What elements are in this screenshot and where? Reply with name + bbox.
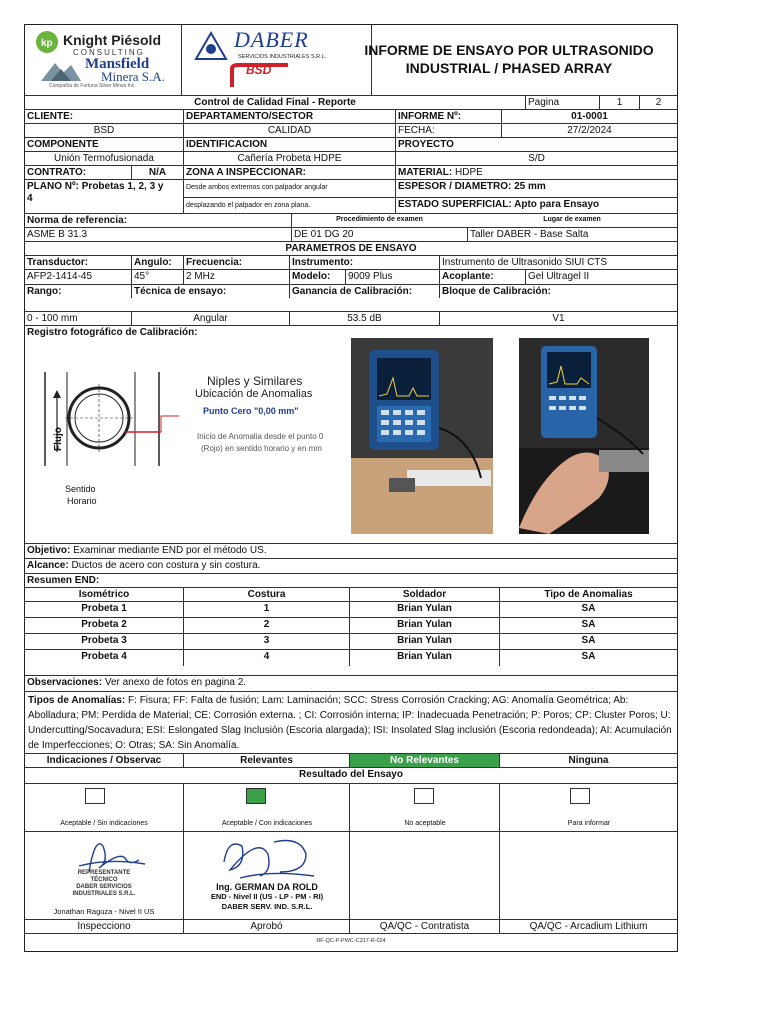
logo1-title: Knight Piésold (63, 32, 161, 48)
logo-block-left (25, 25, 181, 95)
checkbox-aceptable-sin[interactable] (85, 788, 105, 804)
signature-arcadium (499, 832, 677, 920)
tecnica-value: Angular (131, 312, 289, 325)
resumen-header-soldador: Soldador (349, 588, 499, 601)
contrato-label: CONTRATO: (27, 167, 87, 178)
plano-label (25, 180, 183, 213)
resumen-header-isometrico: Isométrico (78, 589, 130, 600)
logo1-sub: CONSULTING (73, 48, 145, 57)
bloque-value: V1 (439, 312, 677, 325)
control-label: Control de Calidad Final - Reporte (194, 97, 356, 108)
row2-soldador: Brian Yulan (349, 618, 499, 633)
fecha-label: FECHA: (395, 124, 501, 137)
logo2-title: Mansfield (85, 56, 150, 72)
alcance-label: Alcance: (27, 560, 69, 571)
componente-label-row (25, 137, 677, 151)
sig1-line1: REPRESENTANTE (77, 870, 131, 876)
resultado-title-row (25, 767, 677, 783)
acoplante-value: Gel Ultragel II (525, 270, 677, 284)
row1-tipo: SA (499, 602, 677, 617)
no-relevantes-header: No Relevantes (349, 754, 499, 767)
checkbox-no-aceptable[interactable] (414, 788, 434, 804)
svg-text:kp: kp (41, 38, 53, 49)
zona-line2: desplazando el palpador en zona plana. (183, 197, 395, 214)
alcance-row (25, 558, 677, 573)
report-sheet (24, 24, 678, 952)
norma-label: Norma de referencia: (27, 215, 128, 226)
params-value-row (25, 269, 677, 297)
indicaciones-header: Indicaciones / Observac (46, 755, 162, 766)
objetivo-text: Examinar mediante END por el método US. (73, 545, 267, 556)
observaciones (25, 676, 677, 691)
photo-section (25, 325, 677, 543)
material-label (395, 166, 677, 179)
depto-value: CALIDAD (183, 124, 395, 137)
sig1-stamp (25, 870, 183, 898)
sig2-line1: Ing. GERMAN DA ROLD (216, 882, 318, 892)
row3-soldador: Brian Yulan (349, 634, 499, 649)
lugar-value: Taller DABER - Base Salta (467, 228, 677, 241)
norma-value: ASME B 31.3 (27, 229, 88, 240)
zona-line1: Desde ambos extremos con palpador angular (183, 180, 395, 197)
objetivo-label: Objetivo: (27, 545, 71, 556)
alcance (25, 559, 677, 573)
cliente-value: BSD (93, 125, 115, 136)
logo2-tag: Compañía de Fortuna Silver Mines Inc. (49, 83, 136, 89)
footer-row (25, 933, 677, 951)
proyecto-value: S/D (395, 152, 677, 165)
option-aceptable-sin[interactable] (25, 784, 183, 831)
contrato-value: N/A (131, 166, 183, 179)
depto-label: DEPARTAMENTO/SECTOR (183, 110, 395, 123)
row3-tipo: SA (499, 634, 677, 649)
informe-label: INFORME Nº: (395, 110, 501, 123)
modelo-value: 9009 Plus (345, 270, 439, 284)
rango-value: 0 - 100 mm (27, 313, 78, 324)
signature-approver (183, 832, 349, 920)
daber-name: DABER (234, 27, 309, 52)
bsd-logo-text: BSD (246, 63, 272, 77)
cliente-value-row (25, 123, 677, 137)
alcance-text: Ductos de acero con costura y sin costura. (71, 560, 261, 571)
objetivo-row (25, 543, 677, 558)
table-row (25, 601, 677, 617)
signature-contratista (349, 832, 499, 920)
observaciones-row (25, 675, 677, 691)
relevantes-header: Relevantes (183, 754, 349, 767)
row3-isometrico: Probeta 3 (81, 635, 127, 646)
informe-value: 01-0001 (501, 110, 677, 123)
norma-label-row (25, 213, 677, 227)
sentido-line2: Horario (67, 496, 97, 506)
pipe-diagram (39, 366, 179, 476)
zona-label: ZONA A INSPECCIONAR: (183, 166, 395, 179)
sig1-line2: TÉCNICO (90, 877, 118, 883)
resumen-label-row (25, 573, 677, 587)
tipos (25, 692, 677, 753)
row1-soldador: Brian Yulan (349, 602, 499, 617)
logo2-sub: Minera S.A. (101, 69, 165, 84)
observaciones-text: Ver anexo de fotos en pagina 2. (104, 677, 247, 688)
instrumento-value: Instrumento de Ultrasonido SIUI CTS (439, 256, 677, 269)
instrumento-label: Instrumento: (289, 256, 439, 269)
resultado-title: Resultado del Ensayo (299, 769, 403, 780)
row4-soldador: Brian Yulan (349, 650, 499, 666)
mansfield-mountain-icon (41, 59, 81, 81)
row2-tipo: SA (499, 618, 677, 633)
signature-inspector (25, 832, 183, 920)
ganancia-value: 53.5 dB (289, 312, 439, 325)
row4-tipo: SA (499, 650, 677, 666)
rango-label: Rango: (25, 284, 131, 298)
role-contratista: QA/QC - Contratista (349, 920, 499, 933)
sig2-line2: END - Nivel II (US - LP - PM - RI) (210, 892, 324, 901)
componente-value-row (25, 151, 677, 165)
objetivo (25, 544, 677, 558)
role-arcadium: QA/QC - Arcadium Lithium (499, 920, 677, 933)
photo-label: Registro fotográfico de Calibración: (27, 327, 198, 338)
material-label-text: MATERIAL: (398, 167, 453, 178)
tipos-row (25, 691, 677, 753)
pagina-total: 2 (639, 96, 677, 109)
identificacion-label: IDENTIFICACION (183, 138, 395, 151)
option-para-informar[interactable] (499, 784, 677, 831)
signatures-row (25, 831, 677, 919)
indicaciones-header-row (25, 753, 677, 767)
frecuencia-label: Frecuencia: (183, 256, 289, 269)
role-inspeccion: Inspecciono (77, 921, 131, 932)
diagram-title2: Ubicación de Anomalias (195, 388, 313, 400)
option-aceptable-con-label: Aceptable / Con indicaciones (221, 820, 313, 827)
row3-costura: 3 (183, 634, 349, 649)
material-value: HDPE (455, 167, 483, 178)
roles-row (25, 919, 677, 933)
params-spacer (25, 297, 677, 311)
resumen-header-tipo: Tipo de Anomalias (499, 588, 677, 601)
inicio-line1: Inicio de Anomalia desde el punto 0 (197, 432, 324, 441)
sig1-line4: INDUSTRIALES S.R.L. (72, 891, 136, 897)
table-row (25, 633, 677, 649)
signature-scribble-2 (210, 832, 320, 884)
table-row (25, 617, 677, 633)
plano-label-text: PLANO Nº: Probetas 1, 2, 3 y (27, 181, 164, 192)
modelo-label: Modelo: (289, 270, 345, 284)
plano-row (25, 179, 677, 213)
option-no-aceptable-label: No aceptable (404, 820, 446, 827)
componente-label: COMPONENTE (27, 139, 99, 150)
sig1-line3: DABER SERVICIOS (76, 884, 132, 890)
role-aprobo: Aprobó (183, 920, 349, 933)
header (25, 25, 677, 95)
row4-isometrico: Probeta 4 (81, 651, 127, 662)
option-no-aceptable[interactable] (349, 784, 499, 831)
cliente-label-row (25, 109, 677, 123)
calibration-photo-2 (519, 338, 649, 534)
diagram-title1: Niples y Similares (207, 374, 303, 388)
logo-block-daber (181, 25, 371, 95)
ninguna-header: Ninguna (499, 754, 677, 767)
estado-superficial: ESTADO SUPERFICIAL: Apto para Ensayo (395, 197, 677, 214)
plano-label-cont: 4 (27, 192, 33, 204)
row1-isometrico: Probeta 1 (81, 603, 127, 614)
calibration-photo-1 (351, 338, 493, 534)
transductor-value: AFP2-1414-45 (27, 271, 93, 282)
sig1-name: Jonathan Raguza - Nivel II US (53, 907, 155, 916)
daber-emblem-icon (192, 31, 230, 61)
option-aceptable-con[interactable] (183, 784, 349, 831)
footer-code: RF-QC-P-PWC-C217-R-024 (316, 938, 386, 944)
flujo-label: Flujo (53, 427, 64, 451)
lugar-label: Lugar de examen (543, 216, 601, 223)
resultado-options-row (25, 783, 677, 831)
daber-sub: SERVICIOS INDUSTRIALES S.R.L. (238, 54, 327, 60)
row1-costura: 1 (183, 602, 349, 617)
sig2-stamp (184, 882, 349, 912)
report-title: INFORME DE ENSAYO POR ULTRASONIDO INDUSTRIAL / PHASED ARRAY (364, 42, 654, 76)
params-title: PARAMETROS DE ENSAYO (285, 243, 417, 254)
punto-cero: Punto Cero "0,00 mm" (203, 406, 299, 416)
params-label-row (25, 255, 677, 269)
row2-isometrico: Probeta 2 (81, 619, 127, 630)
componente-value: Unión Termofusionada (54, 153, 154, 164)
pagina-current: 1 (599, 96, 639, 109)
checkbox-aceptable-con[interactable] (246, 788, 266, 804)
procedimiento-label: Procedimiento de examen (291, 214, 467, 227)
control-row (25, 95, 677, 109)
ganancia-label: Ganancia de Calibración: (289, 284, 439, 298)
procedimiento-value: DE 01 DG 20 (291, 228, 467, 241)
inicio-line2: (Rojo) en sentido horario y en mm (201, 444, 322, 453)
angulo-value: 45° (131, 270, 183, 284)
option-aceptable-sin-label: Aceptable / Sin indicaciones (60, 820, 148, 827)
checkbox-para-informar[interactable] (570, 788, 590, 804)
norma-value-row (25, 227, 677, 241)
table-row (25, 649, 677, 675)
sentido-line1: Sentido (65, 484, 96, 494)
resumen-label: Resumen END: (27, 575, 100, 586)
tecnica-label: Técnica de ensayo: (131, 284, 289, 298)
tipos-text: F: Fisura; FF: Falta de fusión; Lam: Laminación; SCC: Stress Corrosión Cracking; AG: Anomalía Geométrica; Ab: Abolladura; PM: Perdida de Material; CE: Corrosión externa. ; CI: Corrosión interna; IP: Inadecuada Penetración; P: Poros; CP: Cluster Poros; U: Undercutting/Socavadura; ESI: Eslongated Slag Inclusión (Escoria alargada); ISI: Insolated Slag inclusión (Escoria redondeada); AI: Acumulación de Imperfecciones; O: Otras; SA: Sin Anomalía. (28, 695, 672, 751)
contrato-row (25, 165, 677, 179)
observaciones-label: Observaciones: (27, 677, 103, 688)
option-para-informar-label: Para informar (567, 820, 611, 827)
resumen-header-costura: Costura (183, 588, 349, 601)
row2-costura: 2 (183, 618, 349, 633)
pagina-label: Pagina (525, 96, 599, 109)
row4-costura: 4 (183, 650, 349, 666)
resumen-header-row (25, 587, 677, 601)
cliente-label: CLIENTE: (27, 111, 74, 122)
espesor: ESPESOR / DIAMETRO: 25 mm (395, 180, 677, 197)
transductor-label: Transductor: (27, 257, 89, 268)
tipos-label: Tipos de Anomalías: (28, 695, 126, 706)
frecuencia-value: 2 MHz (183, 270, 289, 284)
fecha-value: 27/2/2024 (501, 124, 677, 137)
params-title-row (25, 241, 677, 255)
bloque-label: Bloque de Calibración: (439, 284, 677, 298)
sig2-line3: DABER SERV. IND. S.R.L. (221, 902, 313, 911)
params-value-row2 (25, 311, 677, 325)
angulo-label: Angulo: (131, 256, 183, 269)
acoplante-label: Acoplante: (439, 270, 525, 284)
proyecto-label: PROYECTO (395, 138, 677, 151)
identificacion-value: Cañería Probeta HDPE (183, 152, 395, 165)
